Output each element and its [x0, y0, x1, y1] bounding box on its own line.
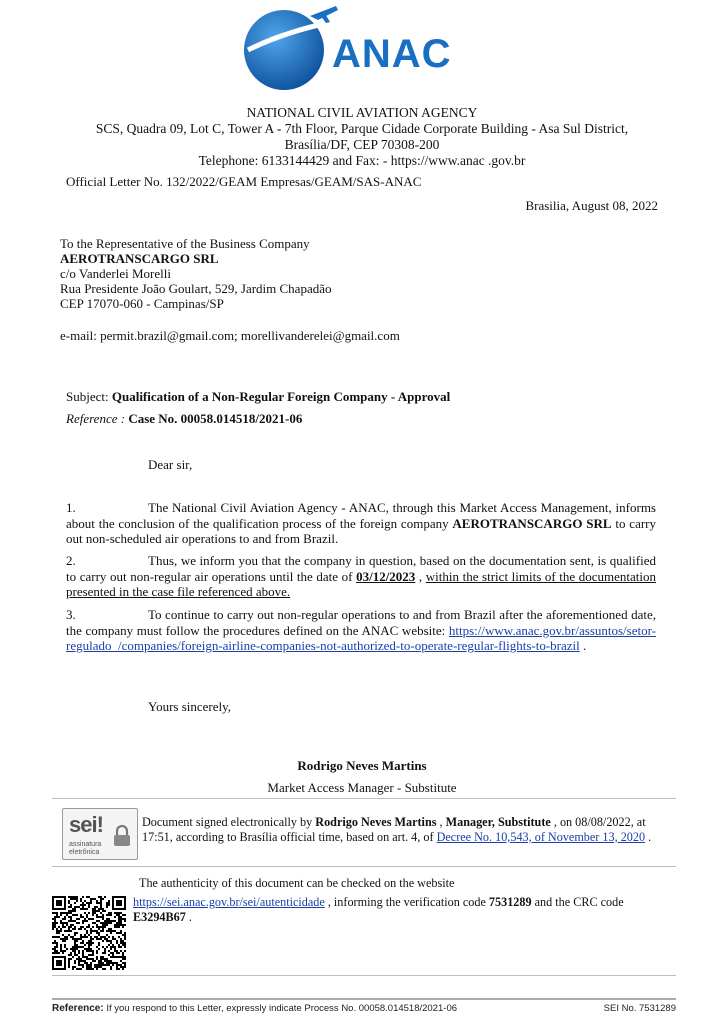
signer-name: Rodrigo Neves Martins: [297, 758, 427, 773]
footer-reference-text: If you respond to this Letter, expressly indicate Process No. 00058.014518/2021-06: [103, 1003, 458, 1014]
sig-note-text3: , on 08/08/2022, at 17:51, according to Brasília official time, based on art. 4, of: [142, 815, 646, 844]
paragraph-1-company: AEROTRANSCARGO SRL: [452, 515, 612, 531]
paragraph-3-number: 3.: [66, 607, 76, 622]
authenticity-line: The authenticity of this document can be checked on the website: [139, 876, 455, 890]
subject-text: Qualification of a Non-Regular Foreign Company - Approval: [111, 389, 451, 404]
anac-website-link[interactable]: https://www.anac.gov.br/assuntos/setor-regulado_/companies/foreign-airline-companies-not-authorized-to-operate-regular-flights-to-brazil: [66, 622, 656, 654]
sei-logo-sub1: assinatura: [69, 841, 102, 848]
official-letter-number: Official Letter No. 132/2022/GEAM Empresas/GEAM/SAS-ANAC: [66, 174, 422, 189]
sei-logo-sub2: eletrônica: [69, 848, 100, 856]
divider: [52, 866, 676, 867]
sig-note-text4: .: [645, 829, 652, 844]
crc-code: E3294B67: [133, 910, 186, 924]
closing: Yours sincerely,: [148, 699, 232, 714]
verification-code: 7531289: [488, 895, 532, 909]
electronic-signature-note: [142, 815, 658, 845]
logo-text: ANAC: [332, 32, 452, 76]
signer-title: Market Access Manager - Substitute: [267, 780, 457, 795]
verification-text3: .: [185, 910, 192, 924]
salutation: Dear sir,: [148, 457, 193, 472]
qr-code: [52, 896, 126, 970]
page-footer: [52, 1003, 676, 1019]
paragraph-2-text: Thus, we inform you that the company in question, based on the documentation sent, is qualified to carry out non-regular air operations until the date of: [66, 553, 656, 584]
verification-text2: and the CRC code: [531, 895, 624, 909]
paragraph-1-number: 1.: [66, 500, 76, 515]
airplane-globe-icon: [240, 2, 340, 94]
letter-date: Brasilia, August 08, 2022: [525, 198, 658, 213]
paragraph-3-end: .: [579, 638, 587, 654]
reference-line: [66, 411, 302, 427]
paragraph-2-limits: within the strict limits of the documentation presented in the case file referenced above.: [66, 568, 657, 600]
paragraph-2-number: 2.: [66, 553, 76, 568]
divider: [52, 798, 676, 799]
paragraph-2-date: 03/12/2023: [356, 568, 416, 584]
reference-label: Reference :: [66, 411, 129, 426]
paragraph-2-sep: ,: [415, 568, 426, 584]
sei-logo-subtitle: [69, 841, 101, 856]
recipient-company: AEROTRANSCARGO SRL: [60, 251, 219, 266]
recipient-street: Rua Presidente João Goulart, 529, Jardim Chapadão: [60, 281, 332, 296]
paragraph-3: [66, 607, 656, 654]
footer-sei-number: SEI No. 7531289: [603, 1003, 676, 1014]
paragraph-1: [66, 500, 656, 547]
anac-logo: [240, 2, 490, 94]
sig-note-text1: Document signed electronically by: [142, 815, 316, 829]
decree-link[interactable]: Decree No. 10,543, of November 13, 2020: [436, 829, 646, 844]
sig-note-role: Manager, Substitute: [445, 815, 551, 829]
paragraph-2: [66, 553, 656, 600]
recipient-city: CEP 17070-060 - Campinas/SP: [60, 296, 224, 311]
verification-text1: , informing the verification code: [324, 895, 489, 909]
padlock-icon: [113, 825, 131, 847]
footer-reference-label: Reference:: [52, 1003, 104, 1014]
sig-note-name: Rodrigo Neves Martins: [315, 815, 437, 829]
verification-note: [133, 895, 663, 925]
subject-line: [66, 389, 450, 405]
sei-signature-logo: [62, 808, 138, 860]
paragraph-1-text: The National Civil Aviation Agency - ANAC, through this Market Access Management, informs about the conclusion of the qualification process of the foreign company: [66, 500, 656, 531]
agency-address-line1: SCS, Quadra 09, Lot C, Tower A - 7th Floor, Parque Cidade Corporate Building - Asa Sul District,: [95, 121, 629, 136]
sig-note-text2: ,: [436, 815, 446, 829]
recipient-care-of: c/o Vanderlei Morelli: [60, 266, 171, 281]
authenticity-link[interactable]: https://sei.anac.gov.br/sei/autenticidade: [133, 895, 325, 909]
sei-logo-text: sei!: [69, 812, 103, 837]
subject-label: Subject:: [66, 389, 112, 404]
divider: [52, 975, 676, 976]
paragraph-3-text: To continue to carry out non-regular operations to and from Brazil after the aforementioned date, the company must follow the procedures defined on the ANAC website:: [66, 607, 656, 638]
agency-phone: Telephone: 6133144429 and Fax: - https://www.anac .gov.br: [198, 153, 526, 168]
agency-address-line2: Brasília/DF, CEP 70308-200: [284, 137, 440, 152]
reference-text: Case No. 00058.014518/2021-06: [128, 411, 303, 426]
footer-divider: [52, 998, 676, 1000]
recipient-line: To the Representative of the Business Company: [60, 236, 310, 251]
agency-name: NATIONAL CIVIL AVIATION AGENCY: [246, 105, 478, 120]
paragraph-1-end: to carry out non-scheduled air operations to and from Brazil.: [66, 515, 656, 547]
recipient-email: e-mail: permit.brazil@gmail.com; morellivanderelei@gmail.com: [60, 328, 400, 343]
